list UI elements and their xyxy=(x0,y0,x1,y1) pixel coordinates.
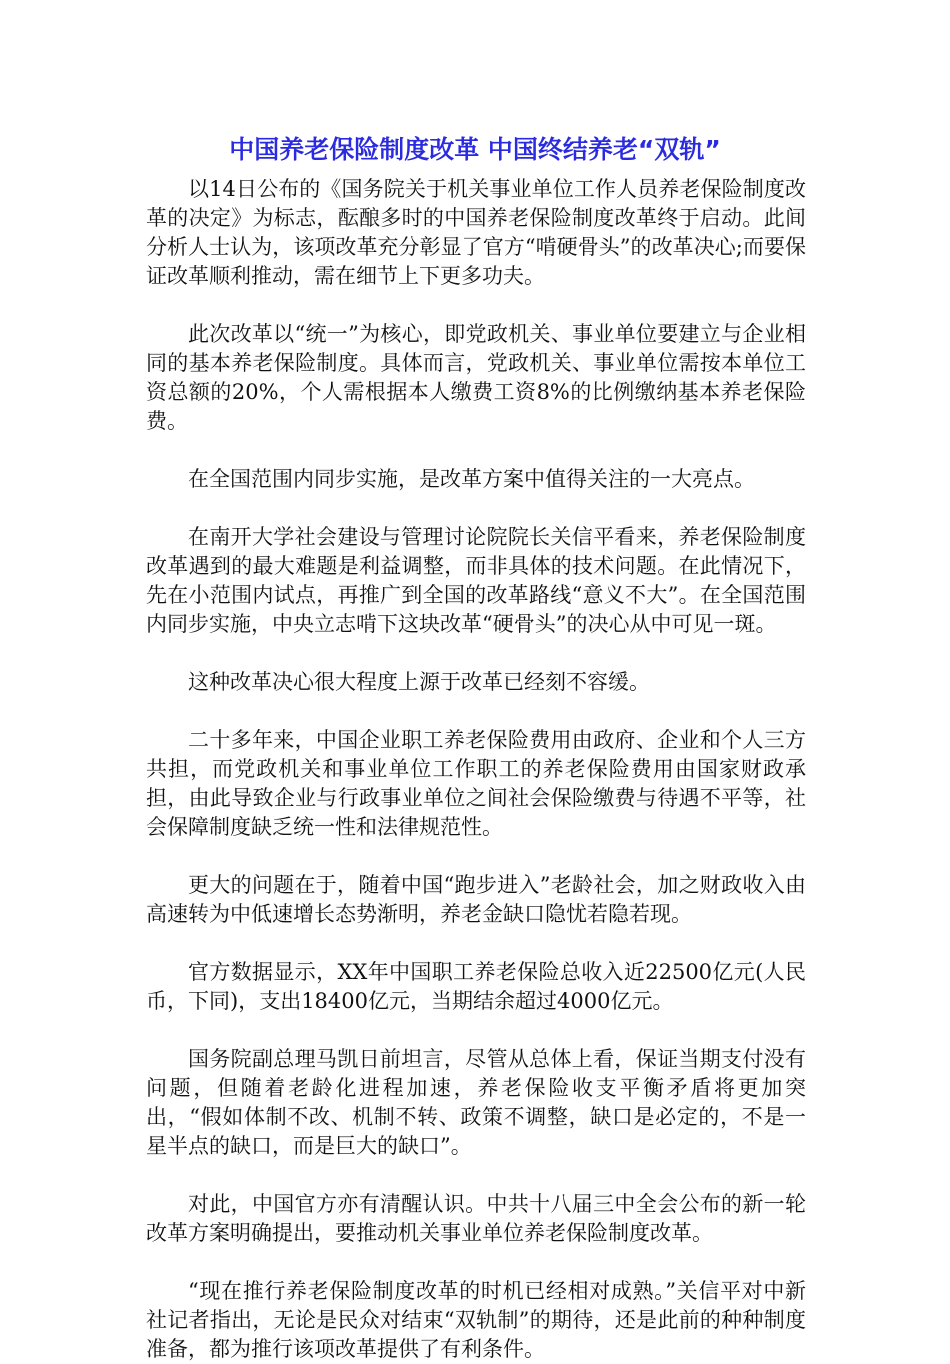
paragraph-1: 以14日公布的《国务院关于机关事业单位工作人员养老保险制度改革的决定》为标志，酝酿多时的中国养老保险制度改革终于启动。此间分析人士认为，该项改革充分彰显了官方“啃硬骨头”的改革决心;而要保证改革顺利推动，需在细节上下更多功夫。 xyxy=(146,177,806,288)
paragraph-8: 官方数据显示，XX年中国职工养老保险总收入近22500亿元(人民币，下同)，支出18400亿元，当期结余超过4000亿元。 xyxy=(146,960,806,1013)
paragraph-7: 更大的问题在于，随着中国“跑步进入”老龄社会，加之财政收入由高速转为中低速增长态势渐明，养老金缺口隐忧若隐若现。 xyxy=(146,873,806,926)
paragraph-9: 国务院副总理马凯日前坦言，尽管从总体上看，保证当期支付没有问题，但随着老龄化进程加速，养老保险收支平衡矛盾将更加突出，“假如体制不改、机制不转、政策不调整，缺口是必定的，不是一星半点的缺口，而是巨大的缺口”。 xyxy=(146,1047,806,1158)
document-body xyxy=(146,175,806,1364)
paragraph-6: 二十多年来，中国企业职工养老保险费用由政府、企业和个人三方共担，而党政机关和事业单位工作职工的养老保险费用由国家财政承担，由此导致企业与行政事业单位之间社会保险缴费与待遇不平等，社会保障制度缺乏统一性和法律规范性。 xyxy=(146,728,806,839)
paragraph-11: “现在推行养老保险制度改革的时机已经相对成熟。”关信平对中新社记者指出，无论是民众对结束“双轨制”的期待，还是此前的种种制度准备，都为推行该项改革提供了有利条件。 xyxy=(146,1279,806,1361)
paragraph-3: 在全国范围内同步实施，是改革方案中值得关注的一大亮点。 xyxy=(188,467,755,491)
paragraph-5: 这种改革决心很大程度上源于改革已经刻不容缓。 xyxy=(188,670,650,694)
paragraph-2: 此次改革以“统一”为核心，即党政机关、事业单位要建立与企业相同的基本养老保险制度。具体而言，党政机关、事业单位需按本单位工资总额的20%，个人需根据本人缴费工资8%的比例缴纳基本养老保险费。 xyxy=(146,322,806,433)
paragraph-10: 对此，中国官方亦有清醒认识。中共十八届三中全会公布的新一轮改革方案明确提出，要推动机关事业单位养老保险制度改革。 xyxy=(146,1192,806,1245)
document-title: 中国养老保险制度改革 中国终结养老“双轨” xyxy=(229,135,721,164)
paragraph-4: 在南开大学社会建设与管理讨论院院长关信平看来，养老保险制度改革遇到的最大难题是利益调整，而非具体的技术问题。在此情况下，先在小范围内试点，再推广到全国的改革路线“意义不大”。在全国范围内同步实施，中央立志啃下这块改革“硬骨头”的决心从中可见一斑。 xyxy=(146,525,806,636)
